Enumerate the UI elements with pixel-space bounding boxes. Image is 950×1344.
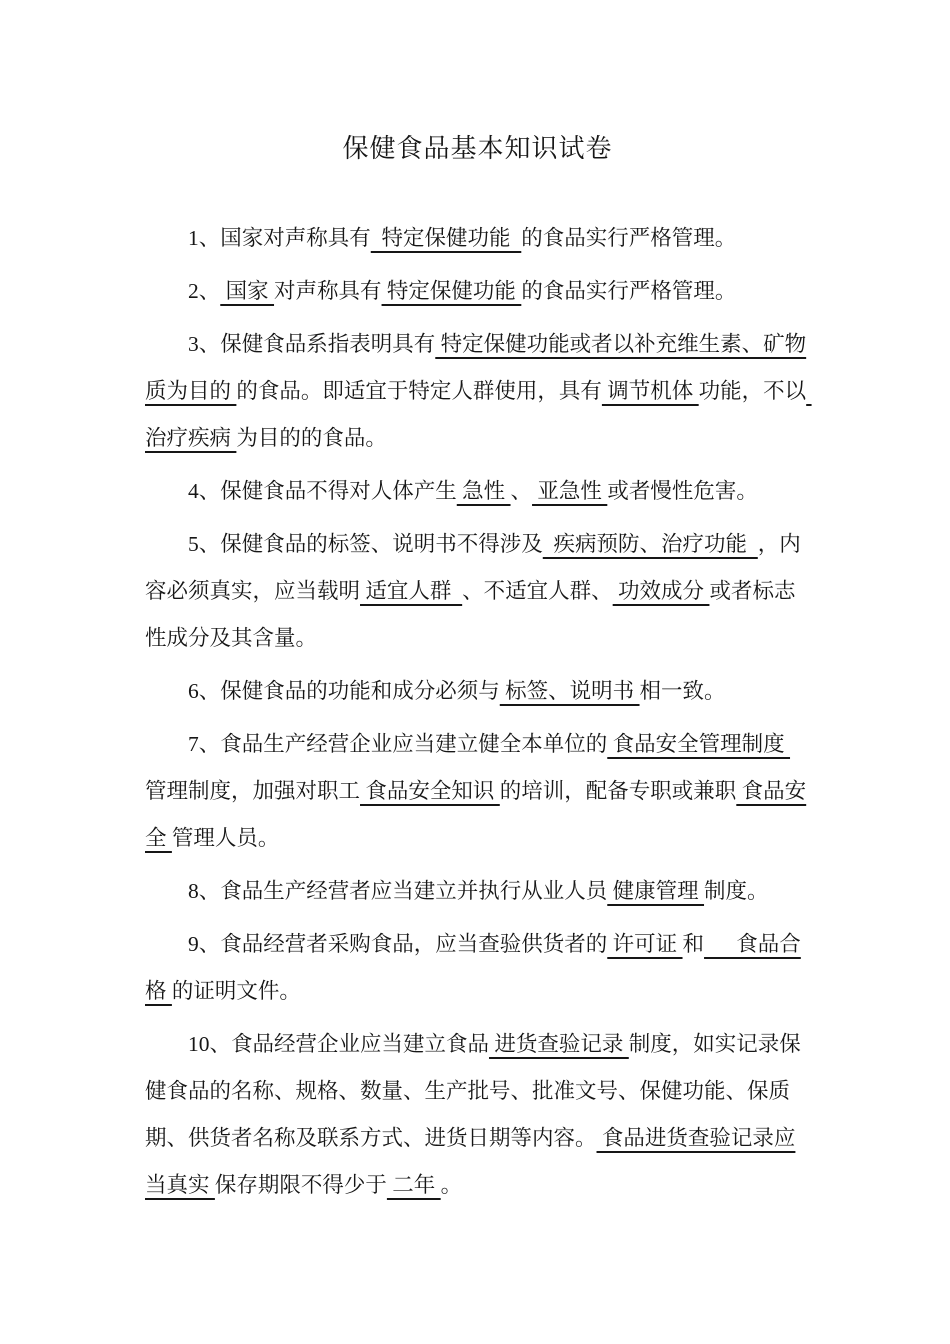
blank-answer: 食品安全管理制度 xyxy=(607,732,791,756)
text-segment: 、 xyxy=(510,479,533,503)
text-segment: 7、食品生产经营企业应当建立健全本单位的 xyxy=(188,732,608,756)
blank-answer: 特定保健功能或者以补充维生素、矿物质为目的 xyxy=(145,332,807,403)
text-segment: 制度。 xyxy=(704,879,769,903)
blank-answer: 功效成分 xyxy=(612,579,710,603)
text-segment: 。 xyxy=(440,1173,463,1197)
blank-answer: 二年 xyxy=(386,1173,441,1197)
paragraph-item-9 xyxy=(145,921,810,1015)
blank-answer: 国家 xyxy=(220,279,275,303)
text-segment: 3、保健食品系指表明具有 xyxy=(188,332,436,356)
text-segment: 对声称具有 xyxy=(274,279,382,303)
blank-answer: 治疗疾病 xyxy=(145,379,812,450)
paragraph-item-1 xyxy=(145,215,810,262)
paragraph-item-3 xyxy=(145,321,810,462)
blank-answer: 特定保健功能 xyxy=(370,226,522,250)
paragraph-item-5 xyxy=(145,521,810,662)
text-segment: 或者慢性危害。 xyxy=(607,479,758,503)
blank-answer: 食品安全 xyxy=(145,779,807,850)
blank-answer: 标签、说明书 xyxy=(499,679,640,703)
text-segment: 或者标志性成分及其含量。 xyxy=(145,579,796,650)
text-segment: 4、保健食品不得对人体产生 xyxy=(188,479,457,503)
text-segment: 和 xyxy=(682,932,705,956)
blank-answer: 急性 xyxy=(456,479,511,503)
text-segment: 管理人员。 xyxy=(171,826,280,850)
text-segment: 的食品实行严格管理。 xyxy=(521,279,737,303)
text-segment: 2、 xyxy=(188,279,221,303)
text-segment: 保存期限不得少于 xyxy=(214,1173,387,1197)
text-segment: 的培训，配备专职或兼职 xyxy=(499,779,737,803)
text-segment: 相一致。 xyxy=(639,679,726,703)
blank-answer: 特定保健功能 xyxy=(381,279,522,303)
text-segment: 1、国家对声称具有 xyxy=(188,226,371,250)
blank-answer: 进货查验记录 xyxy=(489,1032,629,1056)
text-segment: 的食品实行严格管理。 xyxy=(521,226,737,250)
blank-answer: 调节机体 xyxy=(601,379,699,403)
blank-answer: 食品进货查验记录应当真实 xyxy=(145,1126,796,1197)
text-segment: 6、保健食品的功能和成分必须与 xyxy=(188,679,500,703)
text-segment: 为目的的食品。 xyxy=(236,426,387,450)
text-segment: 、不适宜人群、 xyxy=(462,579,613,603)
text-segment: 9、食品经营者采购食品，应当查验供货者的 xyxy=(188,932,608,956)
text-segment: 8、食品生产经营者应当建立并执行从业人员 xyxy=(188,879,608,903)
text-segment: 10、食品经营企业应当建立食品 xyxy=(188,1032,490,1056)
document-body xyxy=(145,215,810,1209)
text-segment: 功能，不以 xyxy=(698,379,807,403)
document-title: 保健食品基本知识试卷 xyxy=(342,134,613,163)
blank-answer: 食品合格 xyxy=(145,932,801,1003)
paragraph-item-4 xyxy=(145,468,810,515)
paragraph-item-8 xyxy=(145,868,810,915)
text-segment: 管理制度，加强对职工 xyxy=(145,779,361,803)
blank-answer: 适宜人群 xyxy=(360,579,463,603)
text-segment: 5、保健食品的标签、说明书不得涉及 xyxy=(188,532,543,556)
text-segment: 制度，如实记录保健食品的名称、规格、数量、生产批号、批准文号、保健功能、保质期、供货者名称及联系方式、进货日期等内容。 xyxy=(145,1032,801,1150)
blank-answer: 疾病预防、治疗功能 xyxy=(542,532,758,556)
paragraph-item-2 xyxy=(145,268,810,315)
blank-answer: 食品安全知识 xyxy=(360,779,500,803)
blank-answer: 许可证 xyxy=(607,932,683,956)
text-segment: 的食品。即适宜于特定人群使用，具有 xyxy=(236,379,602,403)
paragraph-item-10 xyxy=(145,1021,810,1209)
paragraph-item-7 xyxy=(145,721,810,862)
text-segment: ，内容必须真实，应当载明 xyxy=(145,532,801,603)
blank-answer: 亚急性 xyxy=(532,479,608,503)
text-segment: 的证明文件。 xyxy=(171,979,301,1003)
paragraph-item-6 xyxy=(145,668,810,715)
blank-answer: 健康管理 xyxy=(607,879,705,903)
